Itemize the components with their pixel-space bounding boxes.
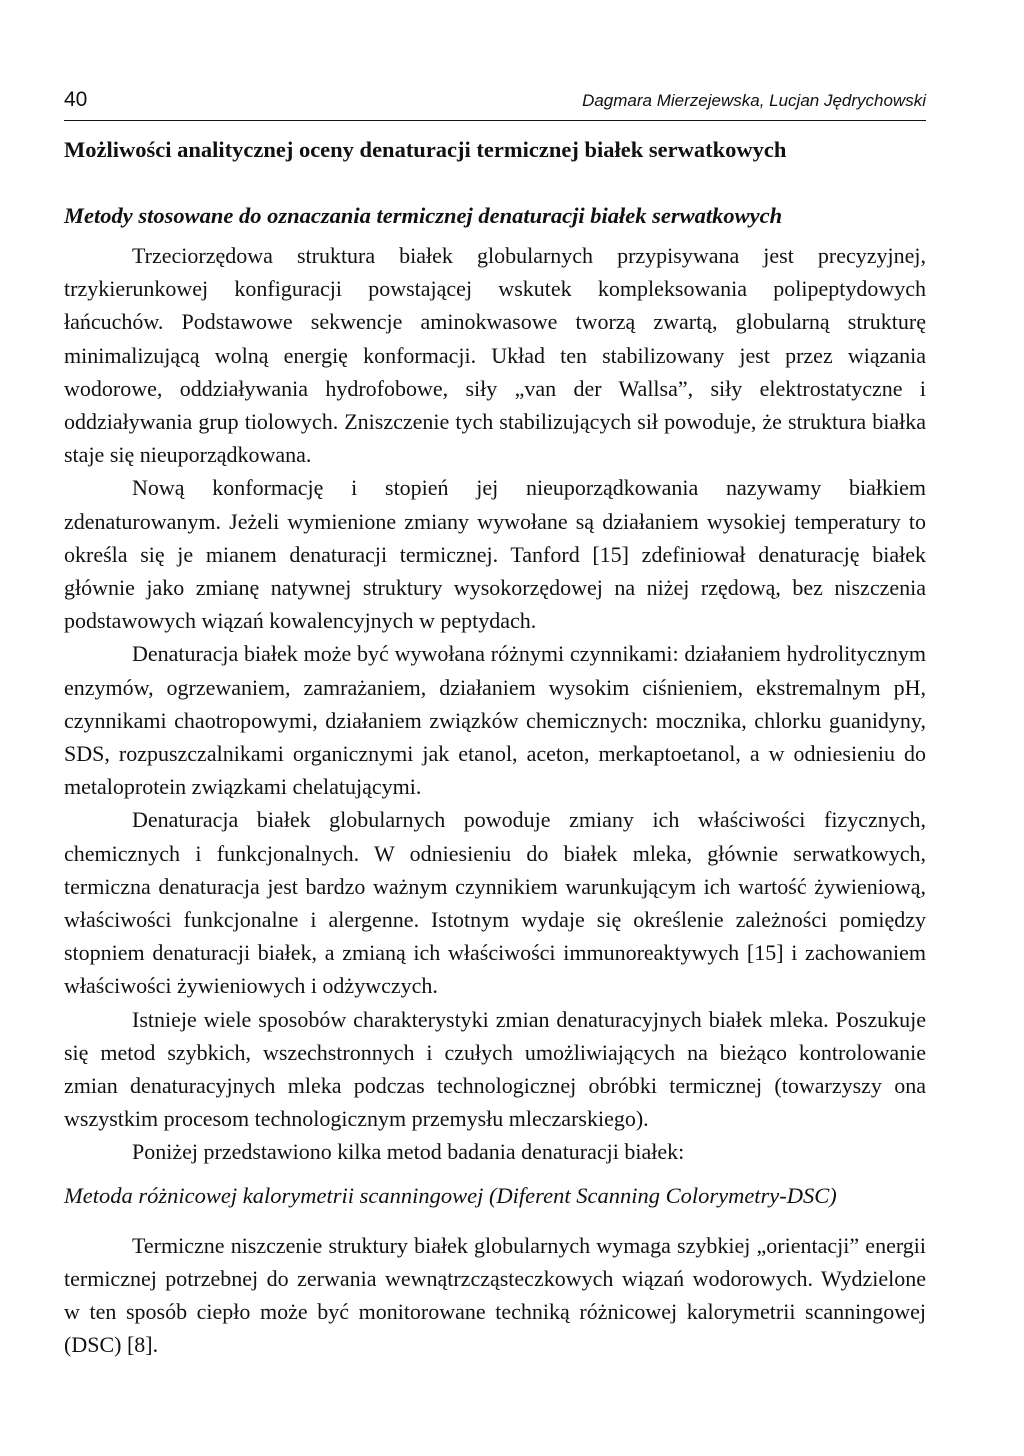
- paragraph-denatured-protein: Nową konformację i stopień jej nieuporządkowania nazywamy białkiem zdenaturowanym. Jeżeli wymienione zmiany wywołane są działaniem wysokiej temperatury to określa się je mianem denaturacji termicznej. Tanford [15] zdefiniował denaturację białek głównie jako zmianę natywnej struktury wysokorzędowej na niżej rzędową, bez niszczenia podstawowych wiązań kowalencyjnych w peptydach.: [64, 475, 926, 634]
- paragraph-tertiary-structure: Trzeciorzędowa struktura białek globularnych przypisywana jest precyzyjnej, trzykierunkowej konfiguracji powstającej wskutek kompleksowania polipeptydowych łańcuchów. Podstawowe sekwencje aminokwasowe tworzą zwartą, globularną strukturę minimalizującą wolną energię konformacji. Układ ten stabilizowany jest przez wiązania wodorowe, oddziaływania hydrofobowe, siły „van der Wallsa”, siły elektrostatyczne i oddziaływania grup tiolowych. Zniszczenie tych stabilizujących sił powoduje, że struktura białka staje się nieuporządkowana.: [64, 243, 926, 468]
- page-number: 40: [64, 88, 88, 111]
- paragraph-property-changes: Denaturacja białek globularnych powoduje zmiany ich właściwości fizycznych, chemicznych i funkcjonalnych. W odniesieniu do białek mleka, głównie serwatkowych, termiczna denaturacja jest bardzo ważnym czynnikiem warunkującym ich wartość żywieniową, właściwości funkcjonalne i alergenne. Istotnym wydaje się określenie zależności pomiędzy stopniem denaturacji białek, a zmianą ich właściwości immunoreaktywych [15] i zachowaniem właściwości żywieniowych i odżywczych.: [64, 807, 926, 999]
- paragraph-dsc: Termiczne niszczenie struktury białek globularnych wymaga szybkiej „orientacji” energii termicznej potrzebnej do zerwania wewnątrzcząsteczkowych wiązań wodorowych. Wydzielone w ten sposób ciepło może być monitorowane techniką różnicowej kalorymetrii scanningowej (DSC) [8].: [64, 1232, 926, 1358]
- page: [64, 88, 926, 1362]
- paragraph-methods-intro: Poniżej przedstawiono kilka metod badania denaturacji białek:: [132, 1139, 685, 1165]
- paragraph-characterization-methods: Istnieje wiele sposobów charakterystyki zmian denaturacyjnych białek mleka. Poszukuje się metod szybkich, wszechstronnych i czułych umożliwiających na bieżąco kontrolowanie zmian denaturacyjnych mleka podczas technologicznej obróbki termicznej (towarzyszy ona wszystkim procesom technologicznym przemysłu mleczarskiego).: [64, 1006, 926, 1132]
- section-title: Możliwości analitycznej oceny denaturacji termicznej białek serwatkowych: [64, 137, 787, 162]
- subsection-title-methods: Metody stosowane do oznaczania termicznej denaturacji białek serwatkowych: [64, 203, 783, 228]
- paragraph-denaturation-factors: Denaturacja białek może być wywołana różnymi czynnikami: działaniem hydrolitycznym enzymów, ogrzewaniem, zamrażaniem, działaniem wysokim ciśnieniem, ekstremalnym pH, czynnikami chaotropowymi, działaniem związków chemicznych: mocznika, chlorku guanidyny, SDS, rozpuszczalnikami organicznymi jak etanol, aceton, merkaptoetanol, a w odniesieniu do metaloprotein związkami chelatującymi.: [64, 641, 926, 800]
- running-header: [64, 88, 926, 121]
- subsection-title-dsc: Metoda różnicowej kalorymetrii scanningowej (Diferent Scanning Colorymetry-DSC): [64, 1182, 837, 1208]
- running-header-authors: Dagmara Mierzejewska, Lucjan Jędrychowski: [582, 91, 926, 110]
